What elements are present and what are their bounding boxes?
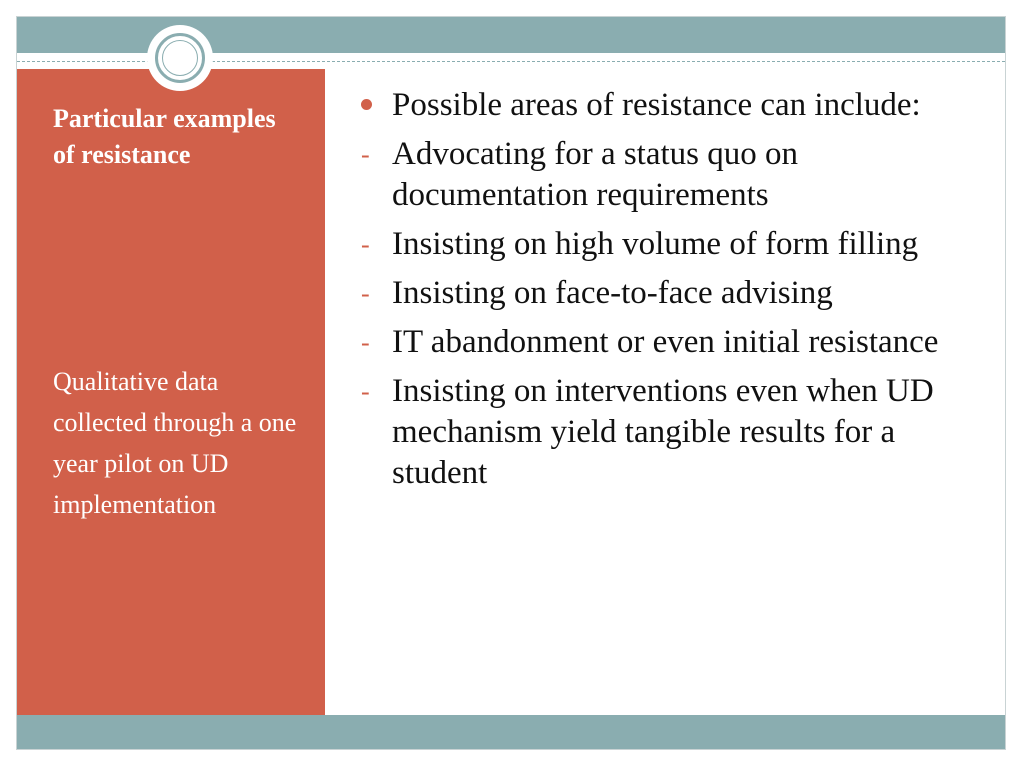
double-ring-circle-icon [147, 25, 213, 91]
dash-bullet-icon: - [361, 230, 370, 259]
dash-item-text: Insisting on face-to-face advising [392, 275, 833, 311]
dash-bullet-icon: - [361, 140, 370, 169]
dash-list-item [357, 371, 987, 494]
ornament-inner-ring [162, 40, 198, 76]
bullet-list [357, 85, 987, 502]
round-bullet-icon [361, 99, 372, 110]
dash-list-item [357, 273, 987, 314]
title-panel [17, 69, 325, 715]
dash-list-item [357, 322, 987, 363]
dash-item-text: Insisting on high volume of form filling [392, 226, 919, 262]
slide-title: Particular examples of resistance [53, 104, 276, 169]
dash-bullet-icon: - [361, 328, 370, 357]
lead-bullet-item [357, 85, 987, 126]
lead-bullet-text: Possible areas of resistance can include: [392, 87, 921, 123]
slide [16, 16, 1006, 750]
dash-item-text: Insisting on interventions even when UD mechanism yield tangible results for a student [392, 373, 934, 491]
dash-list-item [357, 134, 987, 216]
dash-item-text: Advocating for a status quo on documentation requirements [392, 136, 799, 213]
dash-bullet-icon: - [361, 377, 370, 406]
dash-list-item [357, 224, 987, 265]
slide-subtitle: Qualitative data collected through a one year pilot on UD implementation [53, 367, 297, 519]
bottom-decorative-band [17, 715, 1005, 749]
dash-item-text: IT abandonment or even initial resistance [392, 324, 939, 360]
dash-bullet-icon: - [361, 279, 370, 308]
